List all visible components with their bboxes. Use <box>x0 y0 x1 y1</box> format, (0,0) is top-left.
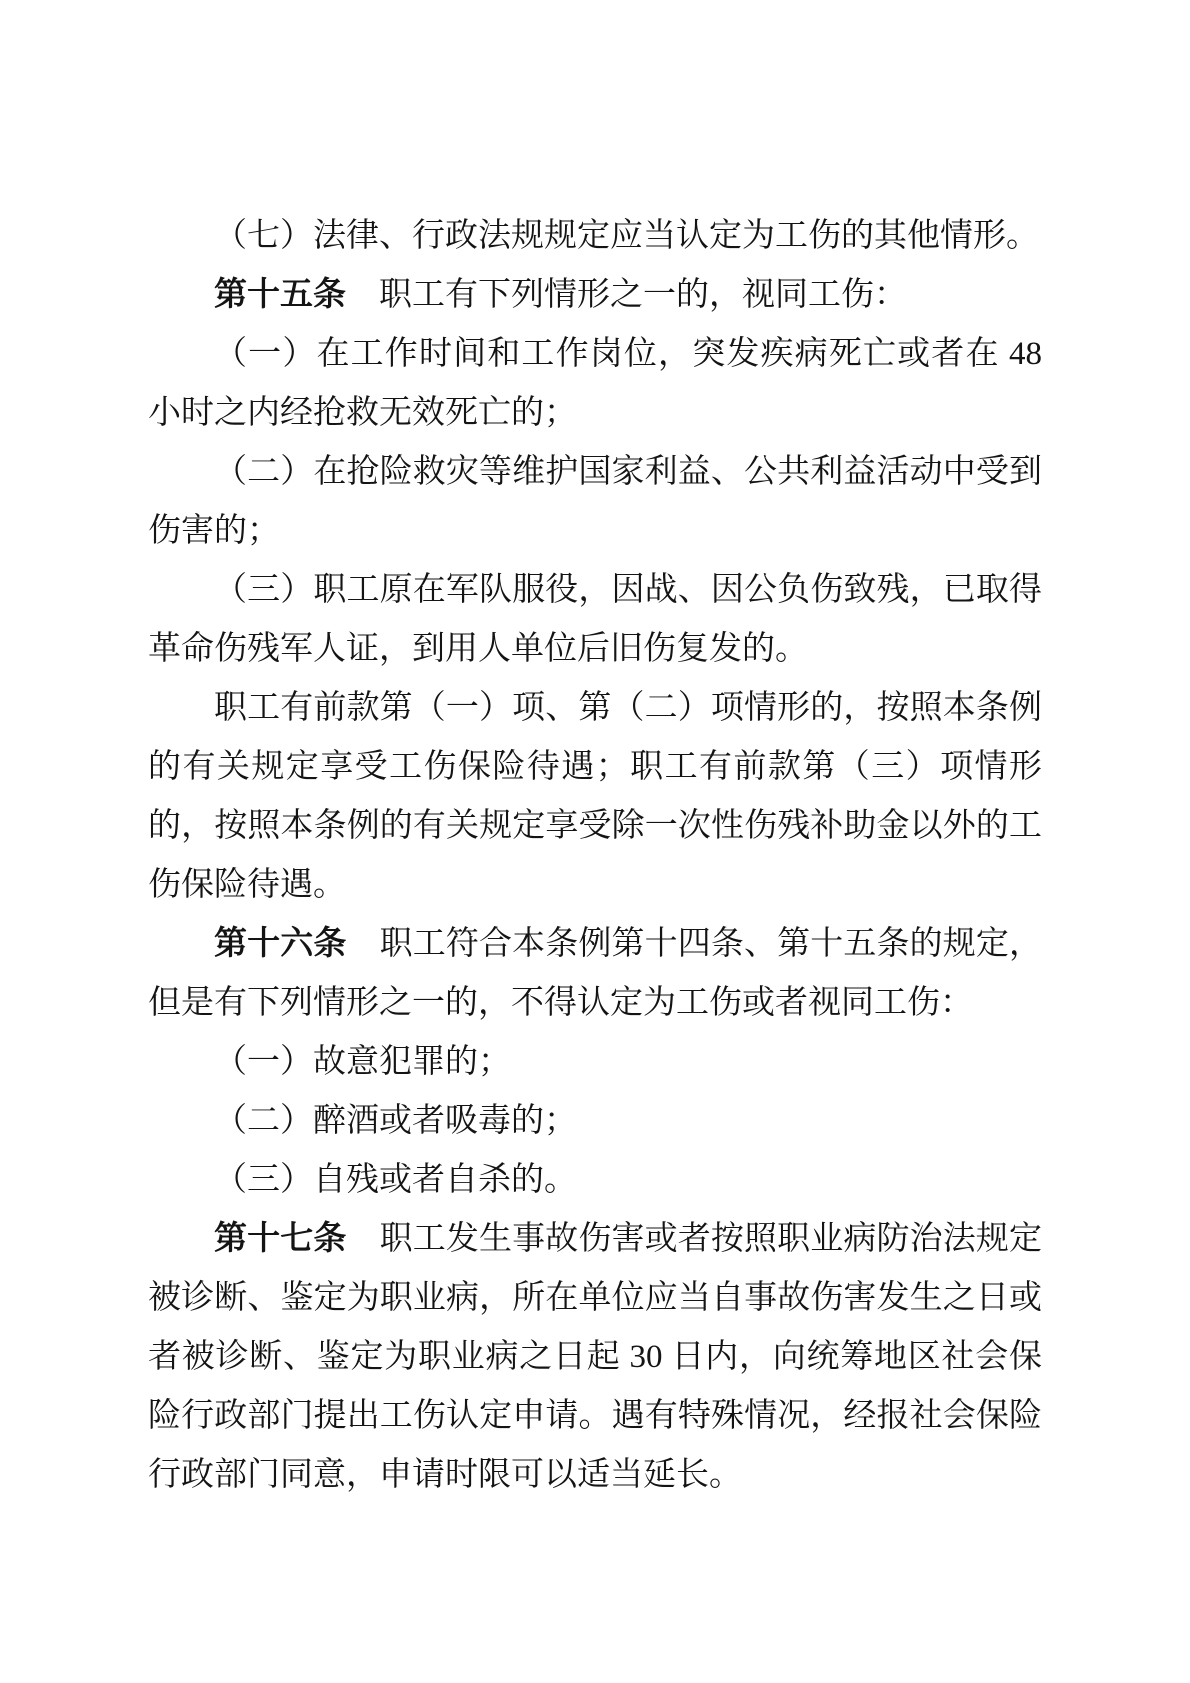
paragraph-text: （七）法律、行政法规规定应当认定为工伤的其他情形。 <box>214 218 1039 254</box>
paragraph-benefits-clause <box>148 679 1042 915</box>
paragraph-article-15 <box>148 266 1042 325</box>
paragraph-article-16 <box>148 915 1042 1033</box>
paragraph-text: （一）在工作时间和工作岗位，突发疾病死亡或者在 48 小时之内经抢救无效死亡的； <box>148 336 1042 431</box>
paragraph-item-3b <box>148 1151 1042 1210</box>
paragraph-text: （一）故意犯罪的； <box>214 1044 511 1080</box>
paragraph-text: 职工发生事故伤害或者按照职业病防治法规定被诊断、鉴定为职业病，所在单位应当自事故伤害发生之日或者被诊断、鉴定为职业病之日起 30 日内，向统筹地区社会保险行政部门提出工伤认定申请。遇有特殊情况，经报社会保险行政部门同意，申请时限可以适当延长。 <box>148 1221 1042 1493</box>
paragraph-text: 职工有下列情形之一的，视同工伤： <box>346 277 907 313</box>
paragraph-item-1b <box>148 1033 1042 1092</box>
paragraph-text: （三）职工原在军队服役，因战、因公负伤致残，已取得革命伤残军人证，到用人单位后旧伤复发的。 <box>148 572 1042 667</box>
document-body <box>148 207 1042 1505</box>
paragraph-text: （三）自残或者自杀的。 <box>214 1162 577 1198</box>
article-term: 第十六条 <box>214 926 347 962</box>
paragraph-text: 职工有前款第（一）项、第（二）项情形的，按照本条例的有关规定享受工伤保险待遇；职工有前款第（三）项情形的，按照本条例的有关规定享受除一次性伤残补助金以外的工伤保险待遇。 <box>148 690 1042 903</box>
article-term: 第十五条 <box>214 277 346 313</box>
paragraph-article-17 <box>148 1210 1042 1505</box>
paragraph-item-2 <box>148 443 1042 561</box>
paragraph-item-1 <box>148 325 1042 443</box>
paragraph-text: （二）在抢险救灾等维护国家利益、公共利益活动中受到伤害的； <box>148 454 1042 549</box>
paragraph-text: 职工符合本条例第十四条、第十五条的规定，但是有下列情形之一的，不得认定为工伤或者视同工伤： <box>148 926 1042 1021</box>
paragraph-item-7 <box>148 207 1042 266</box>
article-term: 第十七条 <box>214 1221 347 1257</box>
paragraph-item-2b <box>148 1092 1042 1151</box>
paragraph-text: （二）醉酒或者吸毒的； <box>214 1103 577 1139</box>
paragraph-item-3 <box>148 561 1042 679</box>
